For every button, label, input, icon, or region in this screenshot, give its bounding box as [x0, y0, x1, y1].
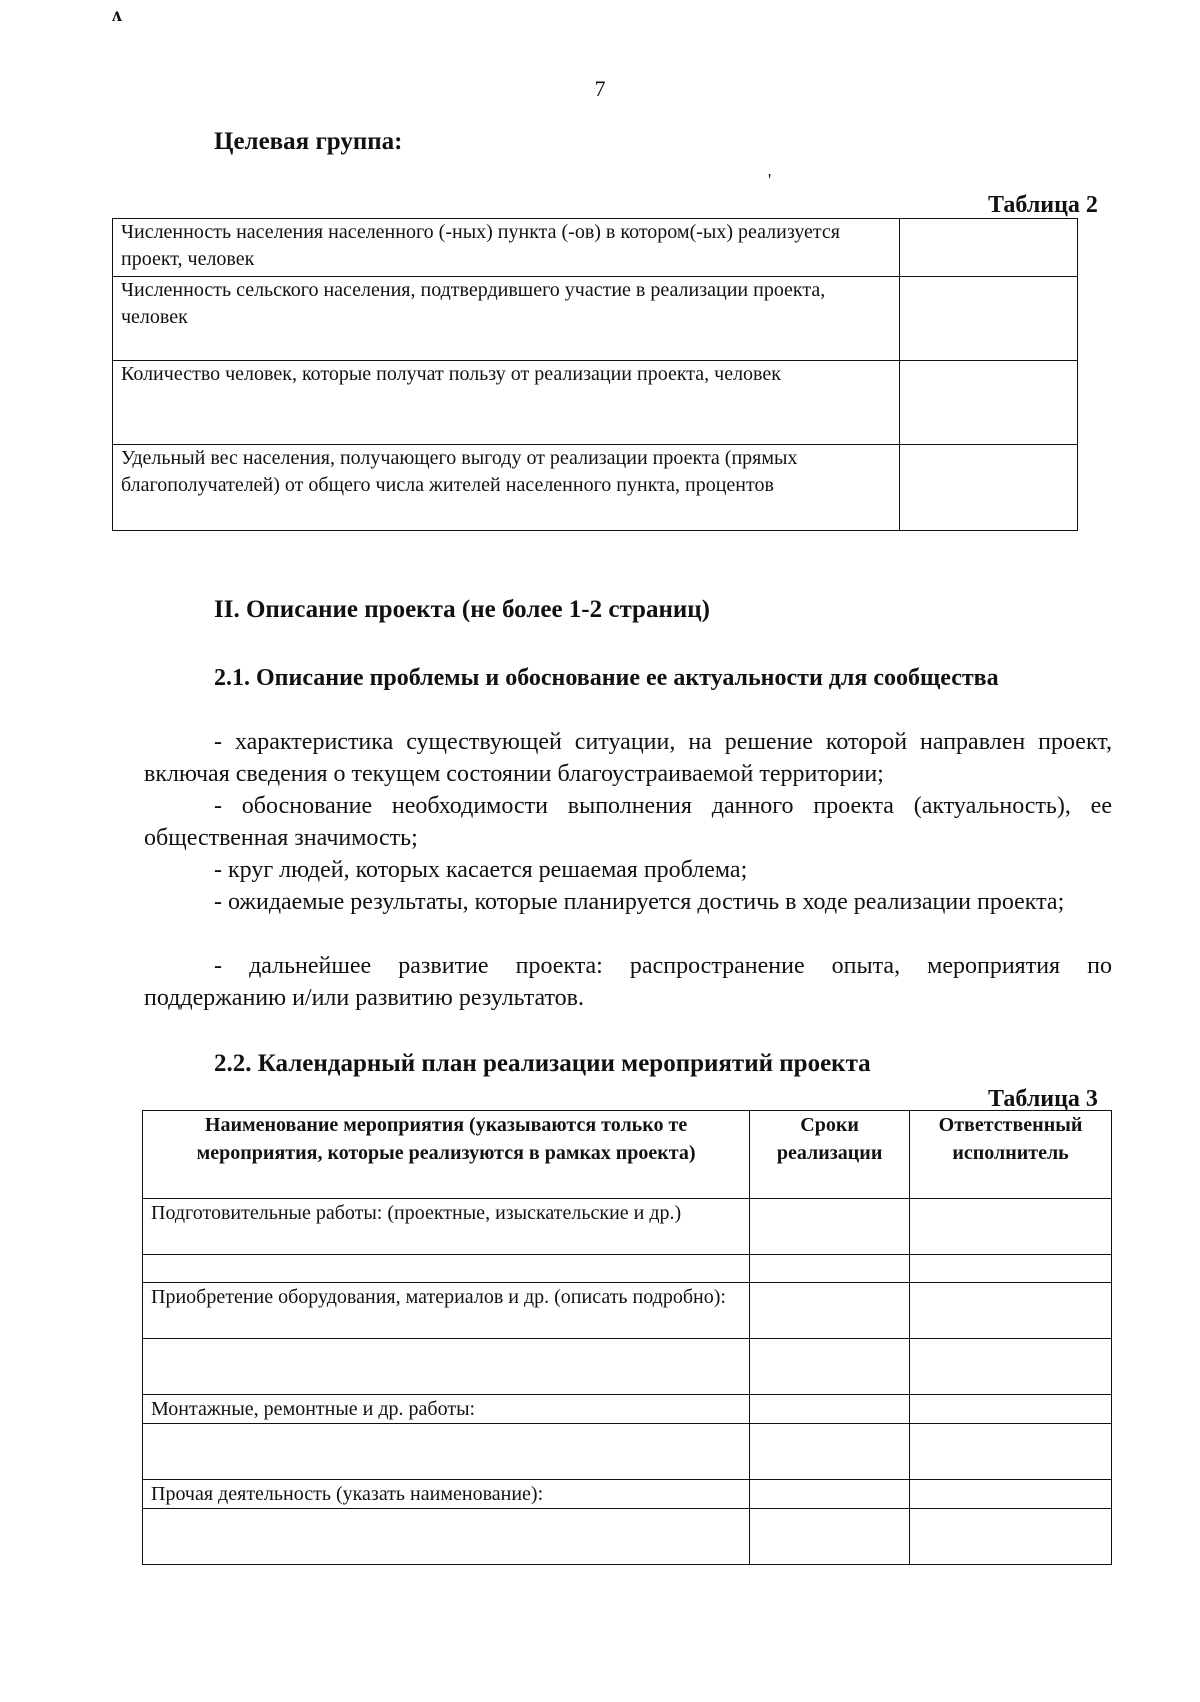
table-cell	[143, 1255, 750, 1283]
bullet-item: - круг людей, которых касается решаемая проблема;	[214, 857, 748, 883]
bullet-item: - обоснование необходимости выполнения данного проекта (актуальность), ее общественная значимость;	[144, 793, 1112, 851]
table-cell	[143, 1424, 750, 1480]
column-header-dates: Сроки реализации	[750, 1111, 910, 1199]
table-cell	[750, 1480, 910, 1509]
table-cell: Удельный вес населения, получающего выгоду от реализации проекта (прямых благополучателей) от общего числа жителей населенного пункта, процентов	[113, 445, 900, 531]
table-cell	[910, 1395, 1112, 1424]
value-cell	[900, 219, 1078, 277]
table-header-row	[143, 1111, 1112, 1199]
bullet-item: - ожидаемые результаты, которые планируется достичь в ходе реализации проекта;	[214, 889, 1065, 915]
table-row	[143, 1424, 1112, 1480]
calendar-plan-table	[142, 1110, 1112, 1565]
target-group-heading: Целевая группа:	[214, 128, 403, 155]
table-row	[143, 1339, 1112, 1395]
table-cell	[910, 1255, 1112, 1283]
page-number: 7	[594, 76, 606, 101]
table-cell	[910, 1199, 1112, 1255]
table-row	[143, 1283, 1112, 1339]
bullet-item: - характеристика существующей ситуации, на решение которой направлен проект, включая сведения о текущем состоянии благоустраиваемой территории;	[144, 729, 1112, 787]
table-row	[143, 1255, 1112, 1283]
table-cell: Подготовительные работы: (проектные, изыскательские и др.)	[143, 1199, 750, 1255]
table-cell	[750, 1283, 910, 1339]
table2-label: Таблица 2	[988, 192, 1098, 218]
table-cell	[143, 1339, 750, 1395]
table-row	[143, 1509, 1112, 1565]
table-cell: Численность сельского населения, подтвердившего участие в реализации проекта, человек	[113, 277, 900, 361]
table-cell	[143, 1509, 750, 1565]
section2-heading: II. Описание проекта (не более 1-2 страниц)	[214, 596, 710, 623]
table-cell	[750, 1395, 910, 1424]
table-row	[143, 1199, 1112, 1255]
column-header-responsible: Ответственный исполнитель	[910, 1111, 1112, 1199]
table-cell	[910, 1480, 1112, 1509]
value-cell	[900, 277, 1078, 361]
table-cell: Численность населения населенного (-ных) пункта (-ов) в котором(-ых) реализуется проект, человек	[113, 219, 900, 277]
table3-label: Таблица 3	[988, 1086, 1098, 1112]
table-cell	[750, 1339, 910, 1395]
table-cell: Монтажные, ремонтные и др. работы:	[143, 1395, 750, 1424]
table-cell	[750, 1424, 910, 1480]
table-cell	[910, 1283, 1112, 1339]
subsection-2-1-heading: 2.1. Описание проблемы и обоснование ее актуальности для сообщества	[214, 665, 999, 691]
table-row	[113, 361, 1078, 445]
table-cell: Приобретение оборудования, материалов и др. (описать подробно):	[143, 1283, 750, 1339]
scan-corner-mark: ʌ	[112, 4, 122, 26]
table-cell	[750, 1255, 910, 1283]
table-row	[113, 277, 1078, 361]
table-cell	[750, 1509, 910, 1565]
table-cell	[910, 1424, 1112, 1480]
value-cell	[900, 361, 1078, 445]
value-cell	[900, 445, 1078, 531]
table-row	[113, 445, 1078, 531]
table-row	[143, 1395, 1112, 1424]
bullet-item: - дальнейшее развитие проекта: распространение опыта, мероприятия по поддержанию и/или развитию результатов.	[144, 953, 1112, 1011]
table-cell	[910, 1509, 1112, 1565]
table-row	[143, 1480, 1112, 1509]
target-group-table	[112, 218, 1078, 531]
scan-tick-mark: '	[768, 170, 772, 190]
table-cell	[910, 1339, 1112, 1395]
table-cell	[750, 1199, 910, 1255]
column-header-activity: Наименование мероприятия (указываются только те мероприятия, которые реализуются в рамках проекта)	[143, 1111, 750, 1199]
subsection-2-2-heading: 2.2. Календарный план реализации мероприятий проекта	[214, 1050, 871, 1077]
table-cell: Прочая деятельность (указать наименование):	[143, 1480, 750, 1509]
table-row	[113, 219, 1078, 277]
table-cell: Количество человек, которые получат пользу от реализации проекта, человек	[113, 361, 900, 445]
